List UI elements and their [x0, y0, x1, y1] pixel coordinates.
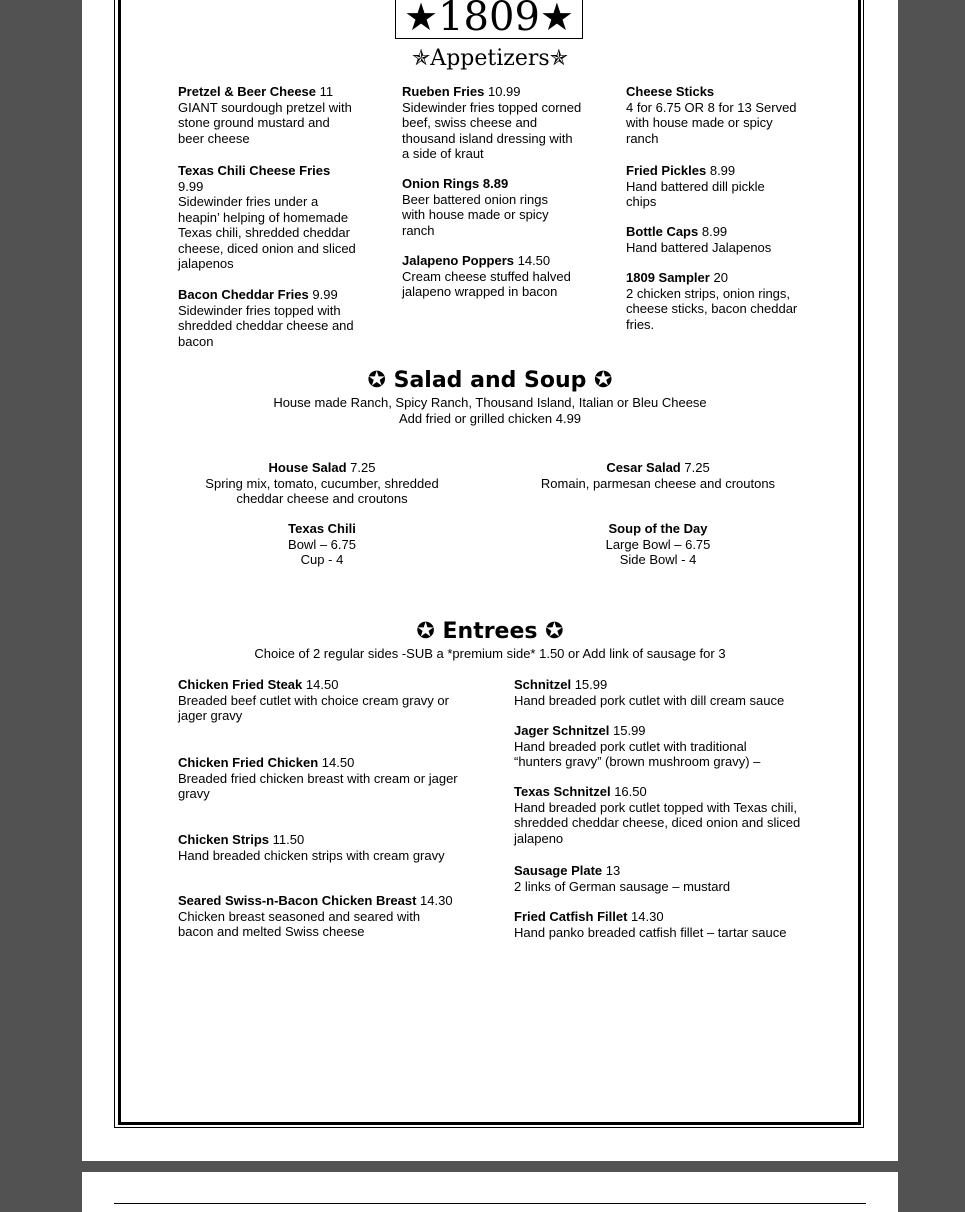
menu-item — [182, 521, 462, 568]
item-description: Chicken breast seasoned and seared with bacon and melted Swiss cheese — [178, 908, 421, 939]
menu-item — [182, 460, 462, 507]
menu-item — [178, 677, 478, 724]
menu-item — [514, 723, 776, 770]
item-name: Chicken Fried Steak — [178, 677, 303, 692]
item-name: Seared Swiss-n-Bacon Chicken Breast — [178, 893, 417, 908]
item-description: Sidewinder fries under a heapin’ helping of homemade Texas chili, shredded cheddar cheese, diced onion and sliced jalapenos — [178, 194, 356, 271]
item-description: 4 for 6.75 OR 8 for 13 Served with house made or spicy ranch — [626, 99, 797, 146]
item-option: Large Bowl – 6.75 — [605, 536, 711, 552]
item-name: Schnitzel — [514, 677, 572, 692]
item-description: Hand battered Jalapenos — [626, 239, 772, 255]
menu-item — [178, 832, 478, 863]
item-description: Hand breaded pork cutlet topped with Texas chili, shredded cheddar cheese, diced onion and sliced jalapeno — [514, 799, 801, 846]
item-price: 8.99 — [709, 163, 736, 178]
item-name: Chicken Fried Chicken — [178, 755, 319, 770]
menu-item — [626, 224, 804, 255]
next-page-border — [114, 1203, 866, 1204]
item-description: Hand breaded pork cutlet with dill cream sauce — [514, 692, 785, 708]
item-option: Cup - 4 — [300, 552, 344, 567]
item-name: Texas Chili — [288, 521, 356, 536]
sides-note: Choice of 2 regular sides -SUB a *premium side* 1.50 or Add link of sausage for 3 — [254, 646, 726, 661]
item-description: Breaded beef cutlet with choice cream gravy or jager gravy — [178, 692, 449, 723]
item-name: House Salad — [268, 460, 347, 475]
item-name: Chicken Strips — [178, 832, 270, 847]
item-description: Hand panko breaded catfish fillet – tartar sauce — [514, 924, 787, 940]
menu-item — [626, 163, 786, 210]
menu-item — [626, 270, 808, 332]
menu-item — [178, 893, 468, 940]
logo-text: 1809 — [438, 0, 540, 40]
item-option: Side Bowl - 4 — [619, 552, 697, 567]
star-icon: ★ — [539, 0, 574, 39]
menu-item — [514, 784, 809, 846]
chicken-addon-note: Add fried or grilled chicken 4.99 — [398, 411, 582, 426]
logo-1809 — [395, 0, 583, 39]
menu-item — [178, 163, 358, 272]
item-name: Bottle Caps — [626, 224, 699, 239]
item-price: 15.99 — [613, 723, 646, 738]
item-name: Fried Catfish Fillet — [514, 909, 628, 924]
item-price: 14.30 — [631, 909, 664, 924]
menu-item — [402, 176, 567, 238]
appetizers-heading: ✯Appetizers✯ — [411, 46, 569, 71]
dressing-note: House made Ranch, Spicy Ranch, Thousand Island, Italian or Bleu Cheese — [273, 395, 707, 410]
menu-item — [514, 677, 814, 708]
item-description: Hand breaded pork cutlet with traditional “hunters gravy” (brown mushroom gravy) – — [514, 738, 761, 769]
item-price: 9.99 — [178, 178, 204, 194]
item-price: 11.50 — [272, 832, 305, 847]
item-name: Jalapeno Poppers — [402, 253, 514, 268]
item-name: Pretzel & Beer Cheese — [178, 84, 317, 99]
item-name: Texas Chili Cheese Fries — [178, 163, 331, 178]
next-page — [82, 1172, 898, 1212]
item-description: 2 links of German sausage – mustard — [514, 878, 731, 894]
salad-soup-heading: ✪ Salad and Soup ✪ — [367, 368, 613, 393]
item-name: Rueben Fries — [402, 84, 485, 99]
item-price: 20 — [713, 270, 728, 285]
item-option: Bowl – 6.75 — [288, 536, 356, 552]
item-name: Jager Schnitzel — [514, 723, 610, 738]
menu-page — [82, 0, 898, 1161]
menu-item — [518, 521, 798, 568]
item-price: 16.50 — [614, 784, 647, 799]
entrees-heading: ✪ Entrees ✪ — [416, 619, 564, 644]
menu-item — [402, 253, 582, 300]
item-price: 15.99 — [574, 677, 608, 692]
item-name: Cheese Sticks — [626, 84, 715, 99]
item-price: 14.50 — [321, 755, 355, 770]
item-description: Breaded fried chicken breast with cream or jager gravy — [178, 770, 458, 801]
item-description: Cream cheese stuffed halved jalapeno wrapped in bacon — [402, 268, 571, 299]
star-icon: ★ — [404, 0, 439, 39]
item-description: Romain, parmesan cheese and croutons — [540, 475, 776, 491]
item-description: Sidewinder fries topped with shredded cheddar cheese and bacon — [178, 302, 354, 349]
item-name: Soup of the Day — [608, 521, 708, 536]
item-price: 10.99 — [487, 84, 521, 99]
item-description: Beer battered onion rings with house made or spicy ranch — [402, 191, 549, 238]
item-name: Bacon Cheddar Fries — [178, 287, 309, 302]
item-name: Texas Schnitzel — [514, 784, 611, 799]
menu-item — [626, 84, 804, 146]
item-price: 7.25 — [684, 460, 710, 475]
item-description: Hand battered dill pickle chips — [626, 178, 765, 209]
menu-item — [178, 287, 358, 349]
item-price: 14.30 — [420, 893, 453, 908]
item-price: 7.25 — [350, 460, 376, 475]
item-description: cheddar cheese and croutons — [236, 491, 408, 506]
item-name: 1809 Sampler — [626, 270, 710, 285]
item-price: 14.50 — [517, 253, 551, 268]
menu-item — [178, 84, 358, 146]
item-description: Spring mix, tomato, cucumber, shredded — [205, 475, 439, 491]
menu-item — [402, 84, 582, 162]
item-description: Sidewinder fries topped corned beef, swiss cheese and thousand island dressing with a side of kraut — [402, 99, 582, 161]
item-price: 14.50 — [305, 677, 339, 692]
menu-item — [514, 909, 814, 940]
item-name: Sausage Plate — [514, 863, 603, 878]
item-description: Hand breaded chicken strips with cream gravy — [178, 847, 445, 863]
menu-item — [514, 863, 814, 894]
item-name: Onion Rings 8.89 — [402, 176, 509, 191]
item-description: GIANT sourdough pretzel with stone ground mustard and beer cheese — [178, 99, 352, 146]
item-price: 8.99 — [701, 224, 728, 239]
item-price: 13 — [605, 863, 621, 878]
menu-item — [178, 755, 478, 802]
item-name: Fried Pickles — [626, 163, 707, 178]
item-price: 11 — [319, 84, 334, 99]
item-price: 9.99 — [312, 287, 338, 302]
item-description: 2 chicken strips, onion rings, cheese sticks, bacon cheddar fries. — [626, 285, 798, 332]
menu-item — [518, 460, 798, 491]
item-name: Cesar Salad — [606, 460, 681, 475]
